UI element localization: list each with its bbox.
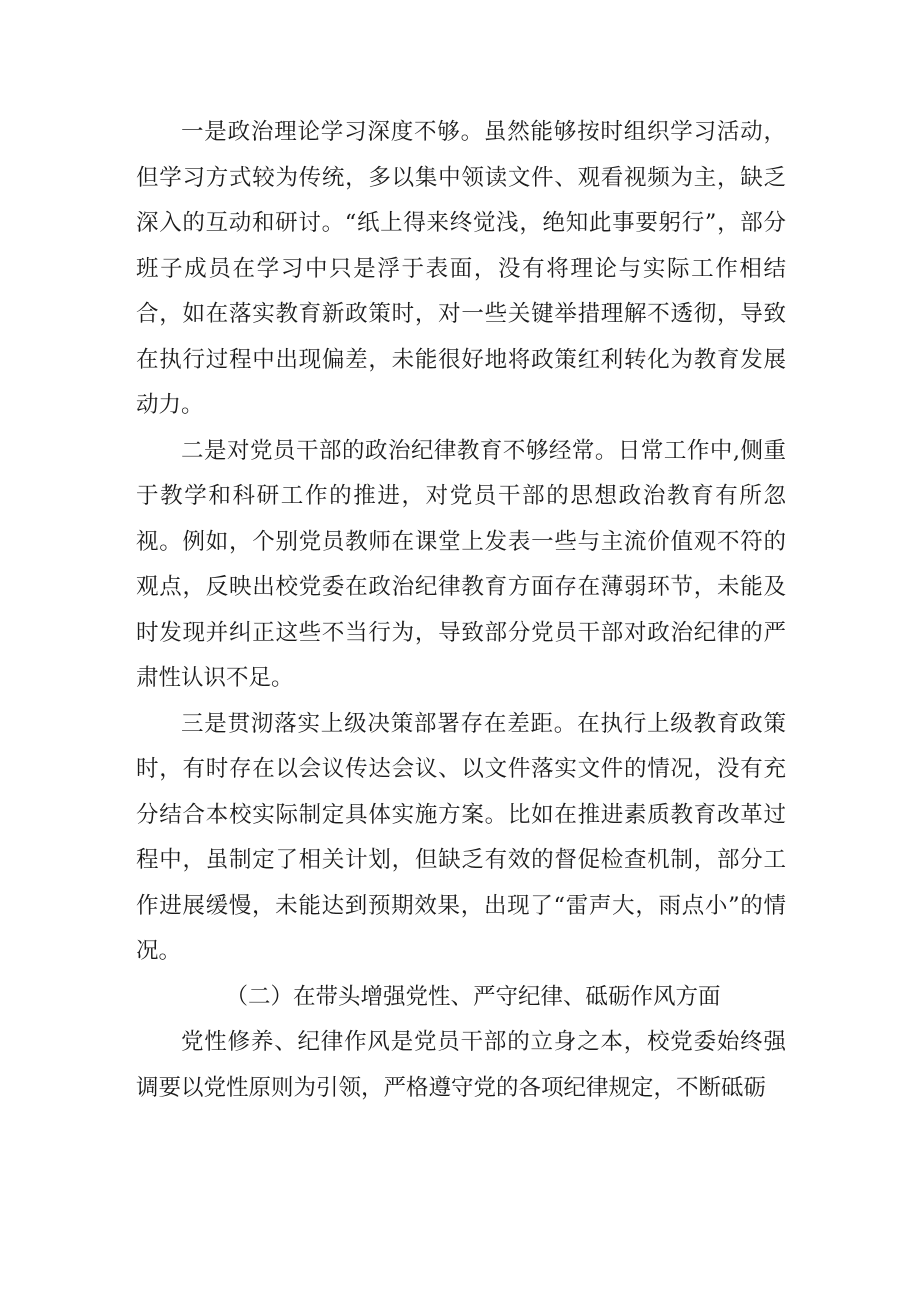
paragraph-political-theory: 一是政治理论学习深度不够。虽然能够按时组织学习活动，但学习方式较为传统，多以集中领读文件、观看视频为主，缺乏深入的互动和研讨。“纸上得来终觉浅，绝知此事要躬行”，部分班子成员在学习中只是浮于表面，没有将理论与实际工作相结合，如在落实教育新政策时，对一些关键举措理解不透彻，导致在执行过程中出现偏差，未能很好地将政策红利转化为教育发展动力。	[136, 119, 786, 418]
paragraph-party-spirit: 党性修养、纪律作风是党员干部的立身之本，校党委始终强调要以党性原则为引领，严格遵守党的各项纪律规定，不断砥砺	[136, 1029, 786, 1101]
paragraph-policy-implementation: 三是贯沏落实上级决策部署存在差距。在执行上级教育政策时，有时存在以会议传达会议、以文件落实文件的情况，没有充分结合本校实际制定具体实施方案。比如在推进素质教育改革过程中，虽制定了相关计划，但缺乏有效的督促检查机制，部分工作进展缓慢，未能达到预期效果，出现了“雷声大，雨点小”的情况。	[136, 710, 786, 964]
section-heading: （二）在带头增强党性、严守纪律、砥砺作风方面	[225, 983, 721, 1010]
paragraph-discipline-education: 二是对党员干部的政治纪律教育不够经常。日常工作中,侧重于教学和科研工作的推进，对党员干部的思想政治教育有所忽视。例如，个别党员教师在课堂上发表一些与主流价值观不符的观点，反映出校党委在政治纪律教育方面存在薄弱环节，未能及时发现并纠正这些不当行为，导致部分党员干部对政治纪律的严肃性认识不足。	[136, 437, 786, 691]
document-body	[136, 110, 786, 1111]
